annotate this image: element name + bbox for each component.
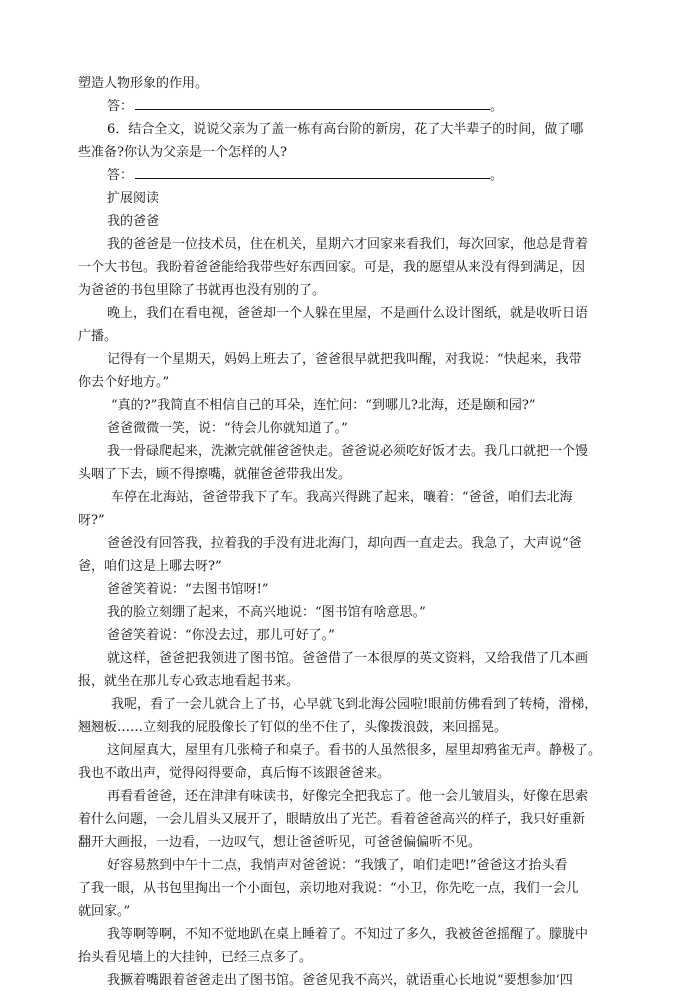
answer-end-mark: 。 — [490, 99, 504, 114]
paragraph-line: 一个大书包。我盼着爸爸能给我带些好东西回家。可是，我的愿望从来没有得到满足，因 — [78, 260, 586, 275]
paragraph-line: 报，就坐在那儿专心致志地看起书来。 — [78, 674, 300, 689]
answer-line — [107, 164, 626, 188]
answer-label: 答： — [107, 99, 134, 114]
paragraph-line: “真的?”我简直不相信自己的耳朵，连忙问：“到哪儿?北海，还是颐和园?” — [111, 398, 536, 413]
text-line: 些准备?你认为父亲是一个怎样的人? — [78, 145, 287, 160]
section-heading: 扩展阅读 — [107, 191, 160, 206]
paragraph-line: 呀?” — [78, 513, 105, 528]
paragraph-line: 了我一眼，从书包里掏出一个小面包，亲切地对我说：“小卫，你先吃一点，我们一会儿 — [78, 881, 579, 896]
paragraph-line: 我一骨碌爬起来，洗漱完就催爸爸快走。爸爸说必须吃好饭才去。我几口就把一个馒 — [107, 444, 589, 459]
text-line: 塑造人物形象的作用。 — [78, 76, 209, 91]
paragraph-line: 为爸爸的书包里除了书就再也没有别的了。 — [78, 283, 326, 298]
paragraph-line: 晚上，我们在看电视，爸爸却一个人躲在里屋，不是画什么设计图纸，就是收听日语 — [107, 306, 589, 321]
paragraph-line: 你去个好地方。” — [78, 375, 170, 390]
paragraph-line: 就回家。” — [78, 904, 131, 919]
paragraph-line: 再看看爸爸，还在津津有味读书，好像完全把我忘了。他一会儿皱眉头，好像在思索 — [107, 789, 589, 804]
answer-line — [107, 95, 626, 119]
paragraph-line: 翻开大画报，一边看，一边叹气，想让爸爸听见，可爸爸偏偏听不见。 — [78, 835, 482, 850]
question-6: 6．结合全文，说说父亲为了盖一栋有高台阶的新房，花了大半辈子的时间，做了哪 — [107, 122, 584, 137]
answer-blank — [135, 165, 490, 179]
answer-end-mark: 。 — [490, 168, 504, 183]
paragraph-line: 我也不敢出声，觉得闷得要命，真后悔不该跟爸爸来。 — [78, 766, 391, 781]
answer-blank — [135, 96, 490, 110]
paragraph-line: 爸爸笑着说：“你没去过，那儿可好了。” — [107, 628, 335, 643]
paragraph-line: 我的脸立刻绷了起来，不高兴地说：“图书馆有啥意思。” — [107, 605, 426, 620]
paragraph-line: 抬头看见墙上的大挂钟，已经三点多了。 — [78, 950, 313, 965]
paragraph-line: 翘翘板……立刻我的屁股像长了钉似的坐不住了，头像拨浪鼓，来回摇晃。 — [78, 720, 508, 735]
paragraph-line: 我等啊等啊，不知不觉地趴在桌上睡着了。不知过了多久，我被爸爸摇醒了。朦胧中 — [107, 927, 589, 942]
paragraph-line: 这间屋真大，屋里有几张椅子和桌子。看书的人虽然很多，屋里却鸦雀无声。静极了。 — [107, 743, 602, 758]
paragraph-line: 好容易熬到中午十二点，我悄声对爸爸说：“我饿了，咱们走吧!”爸爸这才抬头看 — [107, 858, 568, 873]
paragraph-line: 爸，咱们这是上哪去呀?” — [78, 559, 222, 574]
paragraph-line: 头咽了下去，顾不得擦嘴，就催爸爸带我出发。 — [78, 467, 352, 482]
paragraph-line: 爸爸笑着说：“去图书馆呀!” — [107, 582, 269, 597]
paragraph-line: 就这样，爸爸把我领进了图书馆。爸爸借了一本很厚的英文资料，又给我借了几本画 — [107, 651, 589, 666]
paragraph-line: 我呢，看了一会儿就合上了书，心早就飞到北海公园啦!眼前仿佛看到了转椅，滑梯， — [111, 697, 598, 712]
answer-label: 答： — [107, 168, 134, 183]
paragraph-line: 我撅着嘴跟着爸爸走出了图书馆。爸爸见我不高兴，就语重心长地说“要想参加‘四 — [107, 973, 573, 988]
paragraph-line: 车停在北海站，爸爸带我下了车。我高兴得跳了起来，嚷着：“爸爸，咱们去北海 — [111, 490, 573, 505]
article-title: 我的爸爸 — [107, 214, 160, 229]
paragraph-line: 广播。 — [78, 329, 118, 344]
paragraph-line: 爸爸微微一笑，说：“待会儿你就知道了。” — [107, 421, 348, 436]
paragraph-line: 着什么问题，一会儿眉头又展开了，眼睛放出了光芒。看着爸爸高兴的样子，我只好重新 — [78, 812, 586, 827]
paragraph-line: 我的爸爸是一位技术员，住在机关，星期六才回家来看我们，每次回家，他总是背着 — [107, 237, 589, 252]
paragraph-line: 爸爸没有回答我，拉着我的手没有进北海门，却向西一直走去。我急了，大声说“爸 — [107, 536, 582, 551]
paragraph-line: 记得有一个星期天，妈妈上班去了，爸爸很早就把我叫醒，对我说：“快起来，我带 — [107, 352, 582, 367]
